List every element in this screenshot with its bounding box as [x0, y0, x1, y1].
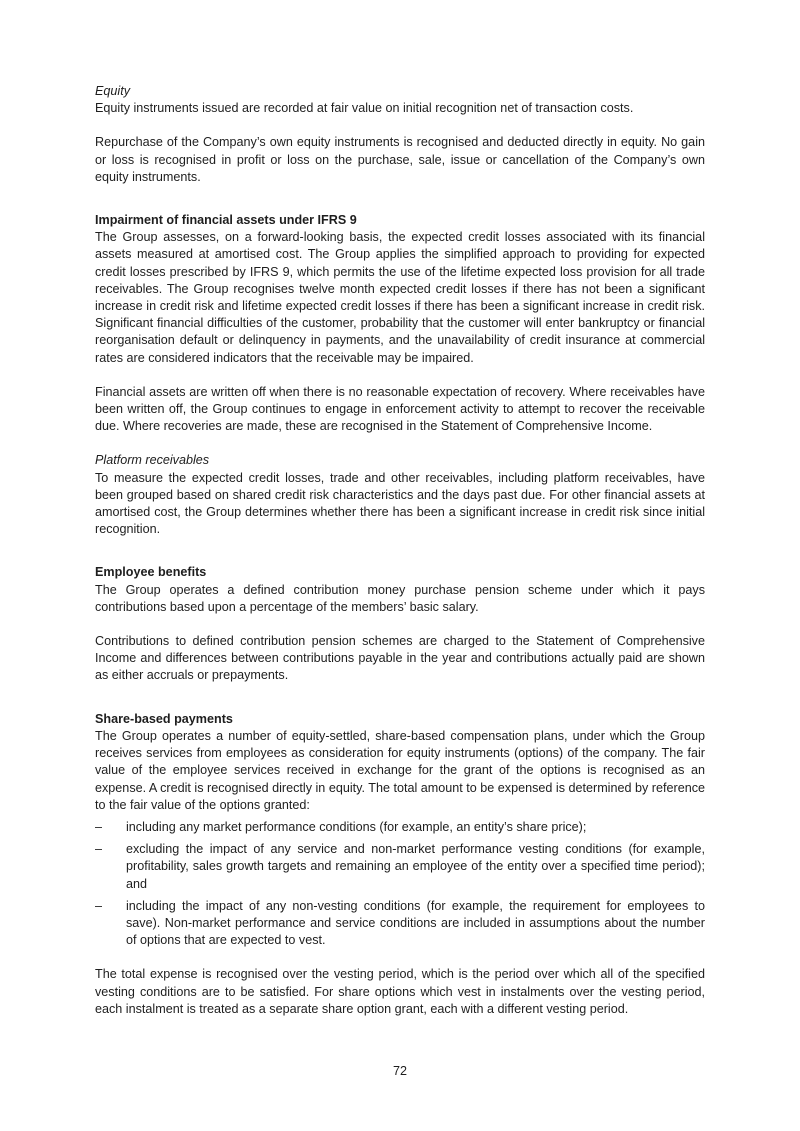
- list-item-text: excluding the impact of any service and non-market performance vesting conditions (for example, profitability, sales growth targets and remaining an employee of the entity over a specified time period); and: [126, 842, 705, 891]
- equity-paragraph-2: Repurchase of the Company’s own equity instruments is recognised and deducted directly in equity. No gain or loss is recognised in profit or loss on the purchase, sale, issue or cancellation of the Company’s own equity instruments.: [95, 135, 705, 184]
- share-heading: Share-based payments: [95, 711, 233, 726]
- employee-paragraph-1: The Group operates a defined contribution money purchase pension scheme under which it pays contributions based upon a percentage of the members’ basic salary.: [95, 582, 705, 614]
- impairment-paragraph-2: Financial assets are written off when there is no reasonable expectation of recovery. Where receivables have been written off, the Group continues to engage in enforcement activity to attempt to recover the receivable due. Where recoveries are made, these are recognised in the Statement of Comprehensive Income.: [95, 384, 705, 434]
- page-number: 72: [392, 1064, 407, 1078]
- impairment-heading: Impairment of financial assets under IFRS 9: [95, 213, 357, 228]
- dash-marker: –: [95, 898, 103, 913]
- share-paragraph-2: The total expense is recognised over the vesting period, which is the period over which all of the specified vesting conditions are to be satisfied. For share options which vest in instalments over the vesting period, each instalment is treated as a separate share option grant, each with a different vesting period.: [95, 967, 705, 1016]
- impairment-paragraph-1: The Group assesses, on a forward-looking basis, the expected credit losses associated with its financial assets measured at amortised cost. The Group applies the simplified approach to providing for expected credit losses prescribed by IFRS 9, which permits the use of the lifetime expected loss provision for all trade receivables. The Group recognises twelve month expected credit losses if there has not been a significant increase in credit risk and lifetime expected credit losses if there has been a significant increase in credit risk. Significant financial difficulties of the customer, probability that the customer will enter bankruptcy or financial reorganisation default or delinquency in payments, and the unavailability of credit insurance at commercial rates are considered indicators that the receivable may be impaired.: [95, 230, 705, 365]
- equity-paragraph-1: Equity instruments issued are recorded at fair value on initial recognition net of transaction costs.: [95, 101, 634, 116]
- share-bullet-list: [95, 819, 705, 949]
- share-paragraph-1: The Group operates a number of equity-settled, share-based compensation plans, under which the Group receives services from employees as consideration for equity instruments (options) of the company. The fair value of the employee services received in exchange for the grant of the options is recognised as an expense. A credit is recognised directly in equity. The total amount to be expensed is determined by reference to the fair value of the options granted:: [95, 728, 705, 812]
- list-item: [95, 841, 705, 893]
- platform-subheading: Platform receivables: [95, 453, 210, 468]
- dash-marker: –: [95, 819, 103, 834]
- list-item: [95, 819, 705, 836]
- employee-heading: Employee benefits: [95, 565, 207, 580]
- page-content: [95, 83, 705, 1018]
- list-item-text: including any market performance conditions (for example, an entity’s share price);: [126, 819, 587, 834]
- list-item-text: including the impact of any non-vesting conditions (for example, the requirement for employees to save). Non-market performance and service conditions are included in assumptions about the number of options that are expected to vest.: [126, 898, 705, 948]
- list-item: [95, 898, 705, 950]
- equity-subheading: Equity: [95, 84, 131, 98]
- employee-paragraph-2: Contributions to defined contribution pension schemes are charged to the Statement of Comprehensive Income and differences between contributions payable in the year and contributions actually paid are shown as either accruals or prepayments.: [95, 634, 705, 683]
- platform-paragraph-1: To measure the expected credit losses, trade and other receivables, including platform receivables, have been grouped based on shared credit risk characteristics and the days past due. For other financial assets at amortised cost, the Group determines whether there has been a significant increase in credit risk since initial recognition.: [95, 470, 705, 537]
- dash-marker: –: [95, 842, 103, 857]
